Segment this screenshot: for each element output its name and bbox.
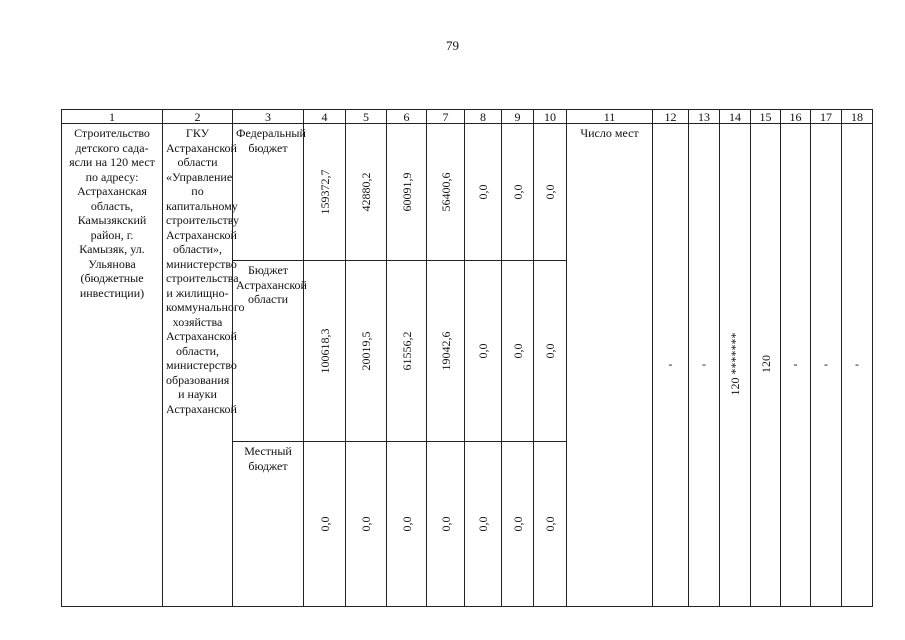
header-cell: 16 — [781, 110, 811, 124]
header-cell: 7 — [427, 110, 465, 124]
value-cell: - — [793, 356, 798, 371]
header-row — [62, 110, 873, 124]
budget-table — [61, 109, 873, 607]
value-cell: 0,0 — [510, 343, 525, 359]
funding-source: Федеральный бюджет — [236, 126, 306, 155]
funding-source: Местный бюджет — [244, 444, 292, 473]
value-cell: 0,0 — [358, 516, 373, 532]
header-cell: 13 — [689, 110, 720, 124]
value-cell: 0,0 — [542, 343, 557, 359]
header-cell: 3 — [233, 110, 304, 124]
header-cell: 1 — [62, 110, 163, 124]
header-cell: 12 — [653, 110, 689, 124]
value-cell: 0,0 — [542, 516, 557, 532]
header-cell: 17 — [811, 110, 842, 124]
value-cell: 61556,2 — [399, 331, 414, 371]
value-cell: 0,0 — [510, 184, 525, 200]
header-cell: 9 — [502, 110, 534, 124]
value-cell: 0,0 — [510, 516, 525, 532]
value-cell: 0,0 — [438, 516, 453, 532]
value-cell: - — [668, 356, 673, 371]
value-cell: 120 — [758, 355, 773, 373]
responsible-organization: ГКУ Астраханской области «Управление по капитальному строительству Астраханской области», министерство строительства и жилищно-коммунального хозяйства Астраханской области, министерство образования и науки Астраханской — [166, 126, 245, 416]
page-number: 79 — [446, 38, 459, 53]
value-cell: 19042,6 — [438, 331, 453, 371]
value-cell: 0,0 — [475, 343, 490, 359]
header-cell: 15 — [751, 110, 781, 124]
value-cell: 0,0 — [399, 516, 414, 532]
header-cell: 4 — [304, 110, 346, 124]
value-cell: 0,0 — [475, 516, 490, 532]
value-cell: 60091,9 — [399, 172, 414, 212]
funding-source: Бюджет Астраханской области — [236, 263, 307, 306]
table-row — [62, 124, 873, 261]
value-cell: 159372,7 — [317, 169, 332, 215]
header-cell: 11 — [567, 110, 653, 124]
header-cell: 6 — [387, 110, 427, 124]
value-cell: 100618,3 — [317, 328, 332, 374]
value-cell: - — [855, 356, 859, 371]
indicator-name: Число мест — [580, 126, 639, 140]
header-cell: 10 — [534, 110, 567, 124]
value-cell: 0,0 — [542, 184, 557, 200]
header-cell: 14 — [720, 110, 751, 124]
header-cell: 5 — [346, 110, 387, 124]
header-cell: 8 — [465, 110, 502, 124]
value-cell: - — [702, 356, 706, 371]
value-cell: 56400,6 — [438, 172, 453, 212]
object-description: Строительство детского сада-ясли на 120 мест по адресу: Астраханская область, Камызякский район, г. Камызяк, ул. Ульянова (бюджетные инвестиции) — [69, 126, 155, 300]
header-cell: 2 — [163, 110, 233, 124]
value-cell: - — [824, 356, 828, 371]
value-cell: 20019,5 — [358, 331, 373, 371]
value-cell: 42880,2 — [358, 172, 373, 212]
value-cell: 0,0 — [475, 184, 490, 200]
value-cell: 0,0 — [317, 516, 332, 532]
value-cell: 120 ******* — [727, 332, 742, 396]
header-cell: 18 — [842, 110, 873, 124]
